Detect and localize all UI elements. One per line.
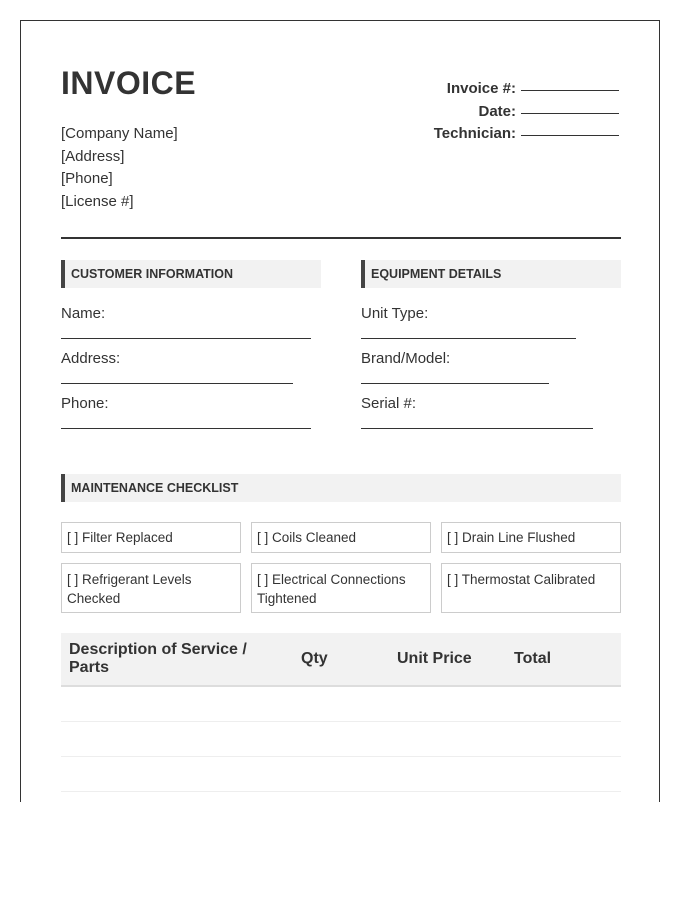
column-header-description: Description of Service / Parts bbox=[69, 641, 247, 676]
table-row[interactable] bbox=[61, 687, 621, 722]
maintenance-checklist-heading: MAINTENANCE CHECKLIST bbox=[61, 474, 621, 502]
brand-model-field bbox=[361, 349, 549, 384]
invoice-meta bbox=[434, 77, 619, 145]
header-divider bbox=[61, 237, 621, 239]
column-header-total: Total bbox=[514, 650, 552, 667]
date-line[interactable] bbox=[521, 98, 619, 114]
checklist-item-electrical-connections[interactable]: [ ] Electrical Connections Tightened bbox=[251, 563, 431, 613]
company-address: [Address] bbox=[61, 147, 125, 165]
customer-phone-line[interactable] bbox=[61, 427, 311, 429]
unit-type-field bbox=[361, 304, 576, 339]
company-license: [License #] bbox=[61, 192, 134, 210]
date-field bbox=[434, 100, 619, 123]
date-label: Date: bbox=[478, 102, 516, 120]
checklist-item-drain-line-flushed[interactable]: [ ] Drain Line Flushed bbox=[441, 522, 621, 553]
invoice-number-field bbox=[434, 77, 619, 100]
service-table bbox=[61, 633, 621, 792]
customer-name-field bbox=[61, 304, 311, 339]
customer-name-line[interactable] bbox=[61, 337, 311, 339]
customer-info-heading: CUSTOMER INFORMATION bbox=[61, 260, 321, 288]
company-block bbox=[61, 123, 178, 213]
invoice-number-label: Invoice #: bbox=[446, 80, 516, 97]
column-header-unit-price: Unit Price bbox=[397, 650, 472, 667]
brand-model-label: Brand/Model: bbox=[361, 350, 451, 367]
serial-number-line[interactable] bbox=[361, 427, 593, 429]
serial-number-label: Serial #: bbox=[361, 395, 417, 412]
invoice-title: INVOICE bbox=[61, 65, 197, 101]
technician-label: Technician: bbox=[433, 125, 516, 142]
technician-line[interactable] bbox=[521, 120, 619, 136]
customer-address-line[interactable] bbox=[61, 382, 293, 384]
customer-address-field bbox=[61, 349, 293, 384]
customer-phone-label: Phone: bbox=[61, 395, 109, 412]
equipment-details-heading: EQUIPMENT DETAILS bbox=[361, 260, 621, 288]
column-header-qty: Qty bbox=[301, 650, 328, 667]
table-header-row bbox=[61, 633, 621, 687]
invoice-number-line[interactable] bbox=[521, 75, 619, 91]
brand-model-line[interactable] bbox=[361, 382, 549, 384]
serial-number-field bbox=[361, 394, 593, 429]
customer-address-label: Address: bbox=[61, 350, 121, 367]
checklist-item-coils-cleaned[interactable]: [ ] Coils Cleaned bbox=[251, 522, 431, 553]
technician-field bbox=[434, 122, 619, 145]
checklist-item-filter-replaced[interactable]: [ ] Filter Replaced bbox=[61, 522, 241, 553]
customer-phone-field bbox=[61, 394, 311, 429]
company-name: [Company Name] bbox=[61, 125, 178, 142]
unit-type-label: Unit Type: bbox=[361, 305, 429, 322]
unit-type-line[interactable] bbox=[361, 337, 576, 339]
checklist-item-thermostat-calibrated[interactable]: [ ] Thermostat Calibrated bbox=[441, 563, 621, 613]
company-phone: [Phone] bbox=[61, 170, 113, 187]
table-row[interactable] bbox=[61, 722, 621, 757]
checklist-item-refrigerant-levels[interactable]: [ ] Refrigerant Levels Checked bbox=[61, 563, 241, 613]
table-row[interactable] bbox=[61, 757, 621, 792]
customer-name-label: Name: bbox=[61, 305, 106, 322]
invoice-page bbox=[20, 20, 660, 802]
